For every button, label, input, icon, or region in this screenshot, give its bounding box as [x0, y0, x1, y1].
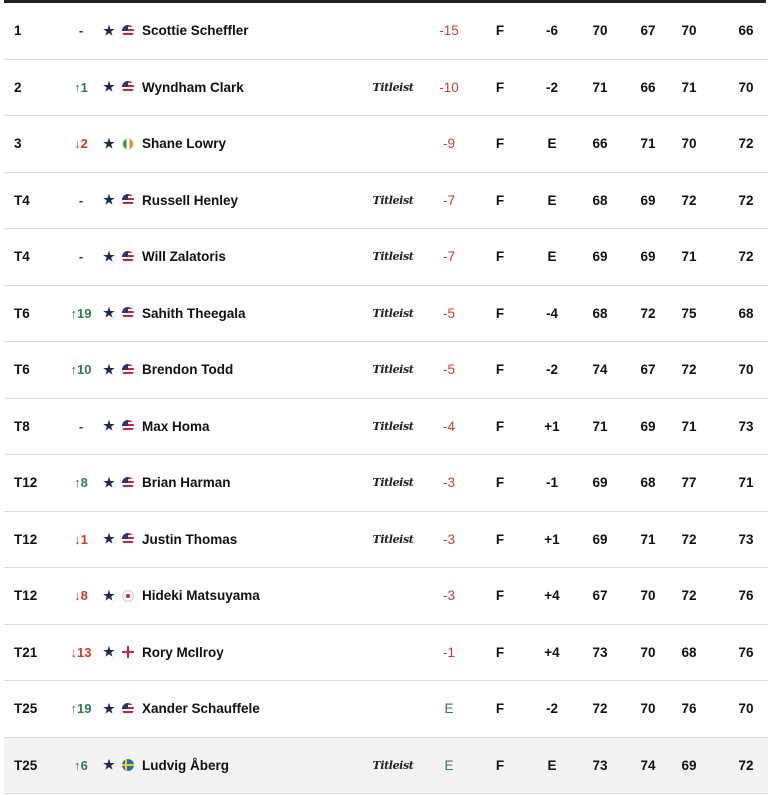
- player-row[interactable]: [4, 3, 768, 60]
- movement-indicator: ↑19: [70, 701, 92, 717]
- player-name[interactable]: Shane Lowry: [142, 136, 227, 152]
- thru: F: [495, 418, 505, 434]
- sponsor-logo: Titleist: [372, 80, 414, 94]
- today-score: E: [547, 757, 557, 773]
- round-1-score: 71: [592, 79, 608, 95]
- total-to-par: -4: [442, 418, 455, 434]
- round-4-score: 73: [738, 418, 754, 434]
- position: T21: [14, 644, 38, 660]
- position: 1: [14, 23, 22, 39]
- thru: F: [495, 192, 505, 208]
- country-flag-icon: [121, 342, 135, 398]
- round-3-score: 70: [681, 136, 697, 152]
- favorite-star-icon[interactable]: ★: [103, 531, 115, 547]
- round-3-score: 76: [681, 701, 697, 717]
- position: 3: [14, 136, 22, 152]
- round-2-score: 74: [640, 757, 656, 773]
- today-score: E: [547, 249, 557, 265]
- total-to-par: -3: [442, 475, 455, 491]
- position: T4: [14, 249, 30, 265]
- round-4-score: 76: [738, 588, 754, 604]
- round-1-score: 73: [592, 644, 608, 660]
- round-1-score: 73: [592, 757, 608, 773]
- total-to-par: -9: [442, 136, 455, 152]
- round-2-score: 67: [640, 23, 656, 39]
- favorite-star-icon[interactable]: ★: [103, 757, 115, 773]
- round-3-score: 68: [681, 644, 697, 660]
- total-to-par: -3: [442, 531, 455, 547]
- thru: F: [495, 362, 505, 378]
- round-3-score: 77: [681, 475, 697, 491]
- player-row[interactable]: [4, 399, 768, 456]
- round-3-score: 72: [681, 362, 697, 378]
- round-1-score: 71: [592, 418, 608, 434]
- thru: F: [495, 757, 505, 773]
- country-flag-icon: [121, 229, 135, 285]
- round-2-score: 67: [640, 362, 656, 378]
- position: T12: [14, 531, 38, 547]
- sponsor-logo: Titleist: [372, 306, 414, 320]
- round-2-score: 72: [640, 305, 656, 321]
- round-3-score: 72: [681, 192, 697, 208]
- position: T6: [14, 362, 30, 378]
- round-4-score: 68: [738, 305, 754, 321]
- movement-indicator: ↑1: [74, 79, 88, 95]
- position: T12: [14, 588, 38, 604]
- round-3-score: 69: [681, 757, 697, 773]
- round-4-score: 70: [738, 362, 754, 378]
- round-4-score: 72: [738, 136, 754, 152]
- favorite-star-icon[interactable]: ★: [103, 644, 115, 660]
- favorite-star-icon[interactable]: ★: [103, 474, 115, 490]
- player-name[interactable]: Hideki Matsuyama: [142, 588, 260, 604]
- favorite-star-icon[interactable]: ★: [103, 700, 115, 716]
- today-score: -6: [545, 23, 558, 39]
- sponsor-logo: Titleist: [372, 476, 414, 490]
- round-3-score: 72: [681, 588, 697, 604]
- movement-indicator: ↓1: [74, 531, 88, 547]
- round-4-score: 72: [738, 249, 754, 265]
- round-3-score: 71: [681, 418, 697, 434]
- leaderboard-rows: [4, 3, 768, 794]
- player-row[interactable]: [4, 568, 768, 625]
- leaderboard: [4, 0, 768, 794]
- round-1-score: 69: [592, 249, 608, 265]
- sponsor-logo: Titleist: [372, 758, 414, 772]
- position: T4: [14, 192, 30, 208]
- today-score: +4: [544, 644, 560, 660]
- player-row[interactable]: [4, 173, 768, 230]
- player-row[interactable]: [4, 512, 768, 569]
- favorite-star-icon[interactable]: ★: [103, 587, 115, 603]
- today-score: +1: [544, 531, 560, 547]
- country-flag-icon: [121, 286, 135, 342]
- total-to-par: -5: [442, 362, 455, 378]
- round-2-score: 70: [640, 701, 656, 717]
- today-score: -4: [545, 305, 558, 321]
- round-2-score: 68: [640, 475, 656, 491]
- total-to-par: -10: [439, 79, 459, 95]
- player-row[interactable]: [4, 229, 768, 286]
- country-flag-icon: [121, 60, 135, 116]
- today-score: -1: [545, 475, 558, 491]
- movement-indicator: ↓8: [74, 588, 88, 604]
- round-1-score: 72: [592, 701, 608, 717]
- position: 2: [14, 79, 22, 95]
- movement-indicator: ↓2: [74, 136, 88, 152]
- position: T25: [14, 757, 38, 773]
- favorite-star-icon[interactable]: ★: [103, 361, 115, 377]
- round-4-score: 76: [738, 644, 754, 660]
- movement-indicator: ↑19: [70, 305, 92, 321]
- round-3-score: 75: [681, 305, 697, 321]
- total-to-par: E: [444, 757, 454, 773]
- round-1-score: 68: [592, 192, 608, 208]
- today-score: -2: [545, 79, 558, 95]
- today-score: +4: [544, 588, 560, 604]
- favorite-star-icon[interactable]: ★: [103, 248, 115, 264]
- country-flag-icon: [121, 455, 135, 511]
- sponsor-logo: Titleist: [372, 532, 414, 546]
- movement-indicator: -: [78, 23, 84, 39]
- today-score: +1: [544, 418, 560, 434]
- round-2-score: 70: [640, 588, 656, 604]
- round-4-score: 72: [738, 757, 754, 773]
- sponsor-logo: [368, 625, 418, 681]
- player-row[interactable]: [4, 625, 768, 682]
- today-score: -2: [545, 701, 558, 717]
- round-2-score: 71: [640, 531, 656, 547]
- round-1-score: 66: [592, 136, 608, 152]
- thru: F: [495, 79, 505, 95]
- player-name[interactable]: Will Zalatoris: [142, 249, 226, 265]
- position: T25: [14, 701, 38, 717]
- movement-indicator: -: [78, 249, 84, 265]
- position: T6: [14, 305, 30, 321]
- player-name[interactable]: Ludvig Åberg: [142, 757, 229, 773]
- sponsor-logo: Titleist: [372, 419, 414, 433]
- round-4-score: 66: [738, 23, 754, 39]
- round-1-score: 69: [592, 475, 608, 491]
- player-row[interactable]: [4, 116, 768, 173]
- movement-indicator: ↑10: [70, 362, 92, 378]
- round-4-score: 71: [738, 475, 754, 491]
- favorite-star-icon[interactable]: ★: [103, 22, 115, 38]
- round-4-score: 70: [738, 79, 754, 95]
- round-2-score: 69: [640, 249, 656, 265]
- country-flag-icon: [121, 568, 135, 624]
- round-3-score: 71: [681, 79, 697, 95]
- movement-indicator: -: [78, 192, 84, 208]
- thru: F: [495, 305, 505, 321]
- country-flag-icon: [121, 173, 135, 229]
- total-to-par: -1: [442, 644, 455, 660]
- player-name[interactable]: Scottie Scheffler: [142, 23, 249, 39]
- thru: F: [495, 23, 505, 39]
- player-name[interactable]: Xander Schauffele: [142, 701, 260, 717]
- country-flag-icon: [121, 512, 135, 568]
- player-row[interactable]: [4, 455, 768, 512]
- country-flag-icon: [121, 116, 135, 172]
- round-1-score: 74: [592, 362, 608, 378]
- thru: F: [495, 475, 505, 491]
- player-name[interactable]: Brendon Todd: [142, 362, 234, 378]
- round-1-score: 70: [592, 23, 608, 39]
- round-3-score: 70: [681, 23, 697, 39]
- round-1-score: 68: [592, 305, 608, 321]
- total-to-par: -7: [442, 192, 455, 208]
- round-4-score: 70: [738, 701, 754, 717]
- today-score: E: [547, 136, 557, 152]
- sponsor-logo: Titleist: [372, 363, 414, 377]
- movement-indicator: ↑8: [74, 475, 88, 491]
- total-to-par: -3: [442, 588, 455, 604]
- player-name[interactable]: Wyndham Clark: [142, 79, 244, 95]
- favorite-star-icon[interactable]: ★: [103, 192, 115, 208]
- round-2-score: 69: [640, 192, 656, 208]
- thru: F: [495, 644, 505, 660]
- player-name[interactable]: Rory McIlroy: [142, 644, 224, 660]
- thru: F: [495, 531, 505, 547]
- favorite-star-icon[interactable]: ★: [103, 135, 115, 151]
- movement-indicator: -: [78, 418, 84, 434]
- player-name[interactable]: Justin Thomas: [142, 531, 238, 547]
- movement-indicator: ↓13: [70, 644, 92, 660]
- round-2-score: 70: [640, 644, 656, 660]
- favorite-star-icon[interactable]: ★: [103, 79, 115, 95]
- country-flag-icon: [121, 681, 135, 737]
- total-to-par: -15: [439, 23, 459, 39]
- player-row[interactable]: [4, 681, 768, 738]
- player-name[interactable]: Sahith Theegala: [142, 305, 246, 321]
- country-flag-icon: [121, 3, 135, 59]
- player-name[interactable]: Max Homa: [142, 418, 210, 434]
- position: T12: [14, 475, 38, 491]
- round-2-score: 69: [640, 418, 656, 434]
- thru: F: [495, 249, 505, 265]
- country-flag-icon: [121, 399, 135, 455]
- player-name[interactable]: Brian Harman: [142, 475, 231, 491]
- round-3-score: 72: [681, 531, 697, 547]
- player-name[interactable]: Russell Henley: [142, 192, 239, 208]
- favorite-star-icon[interactable]: ★: [103, 305, 115, 321]
- sponsor-logo: [368, 681, 418, 737]
- round-1-score: 69: [592, 531, 608, 547]
- player-row[interactable]: [4, 286, 768, 343]
- country-flag-icon: [121, 738, 135, 794]
- round-4-score: 72: [738, 192, 754, 208]
- total-to-par: -7: [442, 249, 455, 265]
- total-to-par: -5: [442, 305, 455, 321]
- thru: F: [495, 701, 505, 717]
- sponsor-logo: Titleist: [372, 250, 414, 264]
- total-to-par: E: [444, 701, 454, 717]
- favorite-star-icon[interactable]: ★: [103, 418, 115, 434]
- position: T8: [14, 418, 30, 434]
- today-score: -2: [545, 362, 558, 378]
- player-row[interactable]: [4, 60, 768, 117]
- movement-indicator: ↑6: [74, 757, 88, 773]
- thru: F: [495, 588, 505, 604]
- round-1-score: 67: [592, 588, 608, 604]
- sponsor-logo: [368, 568, 418, 624]
- round-2-score: 66: [640, 79, 656, 95]
- sponsor-logo: Titleist: [372, 193, 414, 207]
- player-row[interactable]: [4, 738, 768, 795]
- sponsor-logo: [368, 3, 418, 59]
- sponsor-logo: [368, 116, 418, 172]
- country-flag-icon: [121, 625, 135, 681]
- thru: F: [495, 136, 505, 152]
- round-3-score: 71: [681, 249, 697, 265]
- player-row[interactable]: [4, 342, 768, 399]
- round-2-score: 71: [640, 136, 656, 152]
- round-4-score: 73: [738, 531, 754, 547]
- today-score: E: [547, 192, 557, 208]
